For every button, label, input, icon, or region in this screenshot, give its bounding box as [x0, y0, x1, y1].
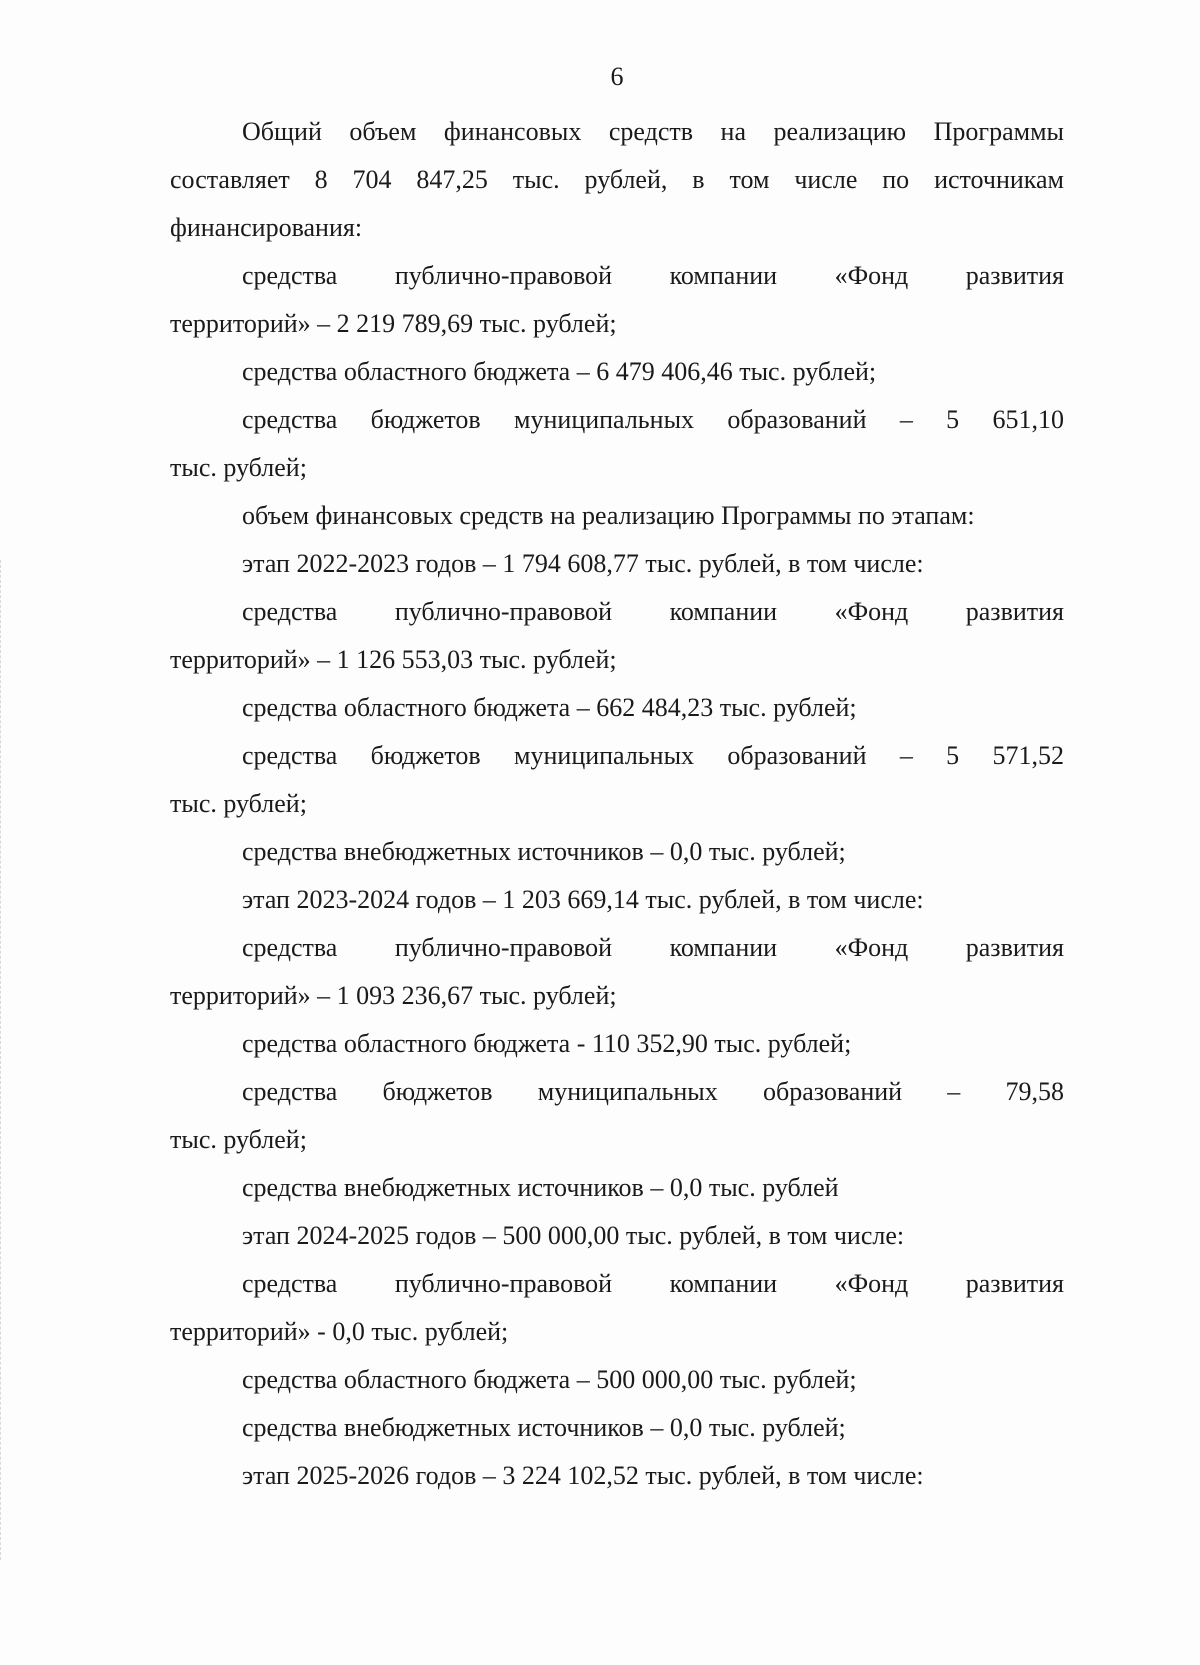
paragraph-line: тыс. рублей;: [170, 453, 307, 482]
paragraph-line: средства внебюджетных источников – 0,0 тыс. рублей;: [242, 1413, 846, 1442]
paragraph-line: этап 2024-2025 годов – 500 000,00 тыс. рублей, в том числе:: [242, 1221, 905, 1250]
paragraph-line: территорий» – 2 219 789,69 тыс. рублей;: [170, 309, 617, 338]
paragraph-line: средства внебюджетных источников – 0,0 тыс. рублей;: [242, 837, 846, 866]
paragraph-line: территорий» – 1 093 236,67 тыс. рублей;: [170, 981, 617, 1010]
paragraph-line: этап 2022-2023 годов – 1 794 608,77 тыс. рублей, в том числе:: [242, 549, 924, 578]
paragraph-line: средства внебюджетных источников – 0,0 тыс. рублей: [242, 1173, 839, 1202]
paragraph-line: объем финансовых средств на реализацию Программы по этапам:: [242, 501, 975, 530]
paragraph-line: этап 2023-2024 годов – 1 203 669,14 тыс. рублей, в том числе:: [242, 885, 924, 914]
paragraph-line: территорий» - 0,0 тыс. рублей;: [170, 1317, 509, 1346]
paragraph-line: средства публично-правовой компании «Фонд развития: [242, 597, 1064, 626]
body-text: [170, 108, 1064, 1500]
paragraph-line: тыс. рублей;: [170, 789, 307, 818]
paragraph-line: средства областного бюджета – 500 000,00 тыс. рублей;: [242, 1365, 857, 1394]
paragraph-line: средства бюджетов муниципальных образований – 5 571,52: [242, 741, 1064, 770]
paragraph-line: составляет 8 704 847,25 тыс. рублей, в том числе по источникам: [170, 165, 1064, 194]
scan-edge-artifact: [0, 560, 3, 1560]
paragraph-line: средства публично-правовой компании «Фонд развития: [242, 933, 1064, 962]
paragraph-line: средства публично-правовой компании «Фонд развития: [242, 261, 1064, 290]
paragraph-line: средства бюджетов муниципальных образований – 79,58: [242, 1077, 1064, 1106]
paragraph-line: тыс. рублей;: [170, 1125, 307, 1154]
page-number: 6: [610, 62, 624, 91]
paragraph-line: средства областного бюджета – 6 479 406,46 тыс. рублей;: [242, 357, 877, 386]
paragraph-line: средства бюджетов муниципальных образований – 5 651,10: [242, 405, 1064, 434]
paragraph-line: Общий объем финансовых средств на реализацию Программы: [242, 117, 1064, 146]
paragraph-line: средства областного бюджета - 110 352,90 тыс. рублей;: [242, 1029, 852, 1058]
paragraph-line: средства областного бюджета – 662 484,23 тыс. рублей;: [242, 693, 857, 722]
paragraph-line: средства публично-правовой компании «Фонд развития: [242, 1269, 1064, 1298]
paragraph-line: этап 2025-2026 годов – 3 224 102,52 тыс. рублей, в том числе:: [242, 1461, 924, 1490]
paragraph-line: территорий» – 1 126 553,03 тыс. рублей;: [170, 645, 617, 674]
paragraph-line: финансирования:: [170, 213, 363, 242]
